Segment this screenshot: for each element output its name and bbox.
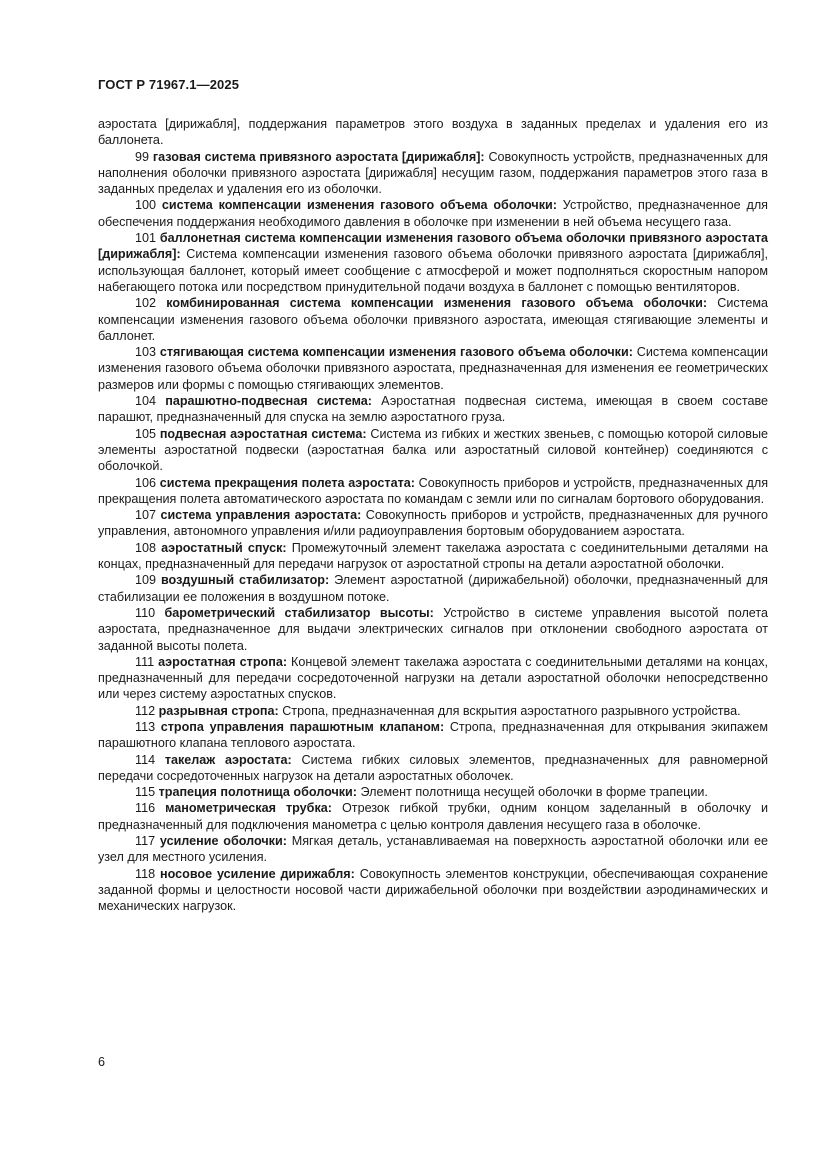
term-title: аэростатная стропа: [158, 654, 288, 669]
term-number: 106 [135, 475, 157, 490]
term-entry [98, 800, 768, 833]
term-definition: Отрезок гибкой трубки, одним концом заделанный в оболочку и предназначенный для подключения манометра с целью контроля давления несущего газа в оболочке. [98, 801, 768, 832]
term-entry [98, 230, 768, 295]
term-number: 115 [135, 785, 156, 800]
term-definition: Система компенсации изменения газового объема оболочки привязного аэростата, предназначенная для изменения ее геометрических размеров или формы с помощью стягивающих элементов. [98, 345, 769, 392]
term-entry [98, 605, 768, 654]
term-entry [98, 572, 768, 605]
term-number: 118 [135, 866, 156, 881]
term-title: стягивающая система компенсации изменения газового объема оболочки: [159, 345, 633, 360]
term-definition: Мягкая деталь, устанавливаемая на поверхность аэростатной оболочки или ее узел для местного усиления. [98, 834, 769, 865]
term-entry [98, 295, 768, 344]
term-entry [98, 475, 768, 508]
term-entry [98, 149, 768, 198]
term-entry [98, 393, 768, 426]
term-title: усиление оболочки: [159, 834, 287, 849]
term-entry [98, 703, 768, 719]
term-definition: Совокупность приборов и устройств, предназначенных для ручного управления, автономного управления и/или радиоуправления бортовым оборудованием аэростата. [98, 508, 769, 539]
term-definition: Элемент аэростатной (дирижабельной) оболочки, предназначенный для стабилизации ее положения в воздушном потоке. [98, 573, 769, 604]
term-entry [98, 719, 768, 752]
term-entry [98, 197, 768, 230]
document-body [98, 116, 768, 915]
term-entry [98, 507, 768, 540]
term-title: газовая система привязного аэростата [дирижабля]: [152, 149, 485, 164]
term-title: трапеция полотнища оболочки: [158, 785, 357, 800]
term-number: 112 [135, 703, 156, 718]
term-entry [98, 344, 768, 393]
term-number: 103 [135, 345, 157, 360]
term-definition: Система из гибких и жестких звеньев, с помощью которой силовые элементы аэростатной подвески (аэростатная балка или аэростатный силовой контейнер) соединяются с оболочкой. [98, 426, 768, 474]
term-title: барометрический стабилизатор высоты: [164, 605, 434, 620]
term-definition: Стропа, предназначенная для открывания экипажем парашютного клапана теплового аэростата. [98, 719, 768, 751]
term-number: 104 [135, 394, 157, 409]
term-definition: Система компенсации изменения газового объема оболочки привязного аэростата [дирижабля], использующая баллонет, который имеет сообщение с атмосферой и может подполняться скоростным напором набегающего потока или посредством принудительной подачи воздуха в баллонет с помощью вентиляторов. [98, 247, 768, 294]
term-number: 111 [135, 654, 155, 669]
term-entry [98, 540, 768, 573]
term-definition: Промежуточный элемент такелажа аэростата с соединительными деталями на концах, предназначенный для передачи нагрузок от аэростатной стропы на детали аэростатной оболочки. [98, 540, 769, 572]
term-title: система управления аэростата: [160, 508, 362, 523]
term-definition: Совокупность устройств, предназначенных для наполнения оболочки привязного аэростата [дирижабля] несущим газом, поддержания параметров этого газа в заданных пределах и удаления его из оболочки. [98, 149, 768, 197]
term-number: 99 [135, 149, 150, 164]
document-header: ГОСТ Р 71967.1—2025 [98, 77, 240, 92]
term-title: аэростатный спуск: [161, 540, 287, 555]
term-definition: Система гибких силовых элементов, предназначенных для равномерной передачи сосредоточенных нагрузок на детали аэростатных оболочек. [98, 752, 768, 783]
term-title: система компенсации изменения газового объема оболочки: [161, 198, 557, 213]
term-title: стропа управления парашютным клапаном: [160, 719, 445, 734]
term-number: 100 [135, 198, 157, 213]
term-definition: Совокупность элементов конструкции, обеспечивающая сохранение заданной формы и целостности носовой части дирижабельной оболочки при воздействии аэродинамических и механических нагрузок. [98, 866, 769, 914]
term-list [98, 149, 768, 915]
term-title: манометрическая трубка: [165, 801, 332, 816]
term-number: 110 [135, 605, 156, 620]
term-definition: Система компенсации изменения газового объема оболочки привязного аэростата, имеющая стягивающие элементы и баллонет. [98, 296, 769, 343]
term-definition: Аэростатная подвесная система, имеющая в своем составе парашют, предназначенный для спуска на землю аэростатного груза. [98, 394, 769, 425]
term-number: 105 [135, 426, 157, 441]
term-entry [98, 784, 768, 800]
term-number: 113 [135, 719, 156, 734]
term-definition: Устройство, предназначенное для обеспечения поддержания необходимого давления в оболочке при изменении в ней объема несущего газа. [98, 198, 769, 229]
term-title: комбинированная система компенсации изменения газового объема оболочки: [166, 296, 708, 311]
term-definition: Совокупность приборов и устройств, предназначенных для прекращения полета автоматического аэростата по командам с земли или по сигналам бортового оборудования. [98, 475, 769, 506]
term-title: разрывная стропа: [158, 703, 279, 718]
term-title: носовое усиление дирижабля: [159, 866, 355, 881]
term-number: 102 [135, 296, 157, 311]
term-definition: Элемент полотнища несущей оболочки в форме трапеции. [360, 785, 708, 800]
term-number: 108 [135, 540, 157, 555]
term-number: 101 [135, 231, 157, 246]
term-entry [98, 833, 768, 866]
term-entry [98, 426, 768, 475]
term-title: воздушный стабилизатор: [160, 573, 330, 588]
term-definition: Стропа, предназначенная для вскрытия аэростатного разрывного устройства. [282, 703, 741, 718]
term-definition: Концевой элемент такелажа аэростата с соединительными деталями на концах, предназначенный для передачи сосредоточенной нагрузки на детали аэростатной оболочки непосредственно или через систему аэростатных спусков. [98, 654, 769, 702]
term-entry [98, 654, 768, 703]
term-title: система прекращения полета аэростата: [159, 475, 415, 490]
page-number: 6 [98, 1055, 106, 1069]
term-title: баллонетная система компенсации изменения газового объема оболочки привязного аэростата [дирижабля]: [98, 231, 769, 262]
term-number: 114 [135, 752, 156, 767]
continuation-paragraph: аэростата [дирижабля], поддержания параметров этого воздуха в заданных пределах и удаления его из баллонета. [98, 117, 768, 148]
term-number: 116 [135, 801, 156, 816]
term-definition: Устройство в системе управления высотой полета аэростата, предназначенное для выдачи электрических сигналов при отклонении свободного аэростата от заданной высоты полета. [98, 605, 769, 653]
term-title: парашютно-подвесная система: [165, 394, 372, 409]
term-entry [98, 752, 768, 785]
term-number: 117 [135, 834, 156, 849]
term-title: подвесная аэростатная система: [159, 426, 367, 441]
term-title: такелаж аэростата: [164, 752, 292, 767]
term-number: 109 [135, 573, 157, 588]
term-number: 107 [135, 508, 157, 523]
term-entry [98, 866, 768, 915]
